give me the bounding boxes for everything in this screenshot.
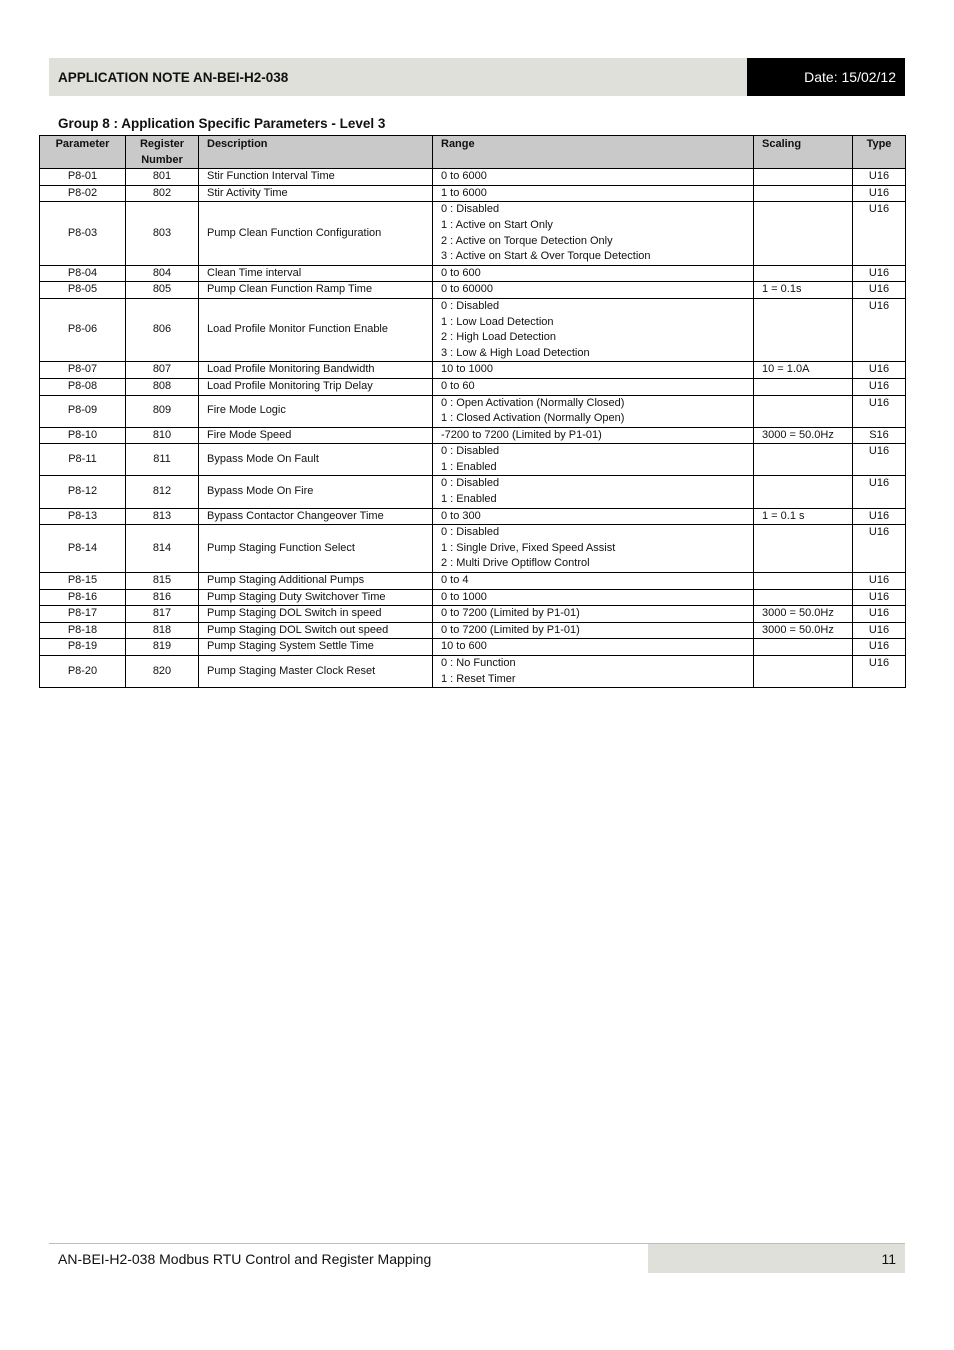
cell-parameter: P8-04 [40,265,126,282]
cell-range [433,476,754,508]
range-line: 2 : High Load Detection [441,331,556,344]
cell-parameter: P8-09 [40,395,126,427]
cell-scaling [754,395,853,427]
cell-register: 814 [126,525,199,573]
cell-description: Pump Staging Master Clock Reset [199,656,433,688]
cell-type: U16 [853,395,906,427]
cell-scaling [754,378,853,395]
cell-parameter: P8-16 [40,589,126,606]
cell-scaling: 10 = 1.0A [754,362,853,379]
cell-register: 808 [126,378,199,395]
cell-type: U16 [853,589,906,606]
table-row [40,362,906,379]
cell-parameter: P8-20 [40,656,126,688]
table-row [40,589,906,606]
range-line: 2 : Multi Drive Optiflow Control [441,557,590,570]
range-line: 0 to 60000 [441,283,493,296]
cell-type: U16 [853,444,906,476]
table-row [40,282,906,299]
cell-parameter: P8-19 [40,639,126,656]
range-line: 3 : Active on Start & Over Torque Detection [441,250,651,263]
range-line: 2 : Active on Torque Detection Only [441,234,613,247]
cell-type: U16 [853,282,906,299]
range-line: 1 : Reset Timer [441,672,516,685]
cell-scaling [754,525,853,573]
range-line: 0 to 300 [441,509,481,522]
cell-scaling [754,589,853,606]
range-line: 0 : No Function [441,657,516,669]
cell-scaling [754,202,853,265]
page-number: 11 [648,1244,905,1273]
cell-type: U16 [853,573,906,590]
table-row [40,606,906,623]
cell-parameter: P8-06 [40,298,126,361]
parameters-table [39,135,906,688]
cell-scaling: 3000 = 50.0Hz [754,622,853,639]
table-row [40,298,906,361]
cell-description: Fire Mode Speed [199,427,433,444]
cell-scaling [754,185,853,202]
cell-type: U16 [853,185,906,202]
cell-type: U16 [853,525,906,573]
column-header-type: Type [853,136,906,169]
document-title: APPLICATION NOTE AN-BEI-H2-038 [49,58,747,96]
cell-description: Load Profile Monitoring Trip Delay [199,378,433,395]
cell-range [433,589,754,606]
cell-register: 811 [126,444,199,476]
cell-range [433,508,754,525]
table-row [40,185,906,202]
cell-description: Pump Staging DOL Switch out speed [199,622,433,639]
cell-description: Bypass Contactor Changeover Time [199,508,433,525]
page-header [49,58,905,96]
cell-type: U16 [853,298,906,361]
column-header-description: Description [199,136,433,169]
cell-scaling [754,656,853,688]
table-row [40,573,906,590]
cell-description: Pump Staging DOL Switch in speed [199,606,433,623]
cell-range [433,378,754,395]
cell-scaling: 3000 = 50.0Hz [754,606,853,623]
range-line: 1 : Enabled [441,493,497,506]
document-date: Date: 15/02/12 [747,58,905,96]
cell-register: 803 [126,202,199,265]
cell-range [433,656,754,688]
table-row [40,378,906,395]
cell-scaling: 1 = 0.1s [754,282,853,299]
cell-scaling [754,476,853,508]
cell-register: 819 [126,639,199,656]
cell-scaling [754,265,853,282]
cell-description: Pump Staging Duty Switchover Time [199,589,433,606]
cell-scaling [754,444,853,476]
range-line: 1 : Single Drive, Fixed Speed Assist [441,541,616,554]
table-row [40,444,906,476]
table-header-row [40,136,906,169]
cell-type: U16 [853,656,906,688]
range-line: -7200 to 7200 (Limited by P1-01) [441,428,602,441]
cell-type: U16 [853,265,906,282]
table-row [40,169,906,186]
range-line: 0 to 60 [441,379,475,392]
cell-description: Pump Staging System Settle Time [199,639,433,656]
cell-description: Pump Staging Function Select [199,525,433,573]
range-line: 0 : Disabled [441,477,500,490]
cell-register: 809 [126,395,199,427]
cell-type: U16 [853,639,906,656]
table-row [40,639,906,656]
cell-parameter: P8-07 [40,362,126,379]
range-line: 1 : Enabled [441,460,497,473]
cell-description: Stir Activity Time [199,185,433,202]
cell-type: U16 [853,476,906,508]
cell-range [433,202,754,265]
cell-register: 806 [126,298,199,361]
cell-scaling [754,573,853,590]
page-footer [49,1243,905,1273]
cell-parameter: P8-01 [40,169,126,186]
cell-parameter: P8-03 [40,202,126,265]
range-line: 0 : Disabled [441,526,500,539]
column-header-parameter: Parameter [40,136,126,169]
table-row [40,427,906,444]
column-header-scaling: Scaling [754,136,853,169]
cell-parameter: P8-12 [40,476,126,508]
cell-register: 804 [126,265,199,282]
cell-parameter: P8-11 [40,444,126,476]
range-line: 1 to 6000 [441,186,487,199]
cell-type: U16 [853,202,906,265]
cell-type: S16 [853,427,906,444]
cell-register: 818 [126,622,199,639]
cell-range [433,444,754,476]
range-line: 0 : Open Activation (Normally Closed) [441,396,625,409]
cell-range [433,265,754,282]
range-line: 10 to 1000 [441,363,493,376]
cell-register: 815 [126,573,199,590]
range-line: 1 : Active on Start Only [441,218,553,231]
cell-register: 805 [126,282,199,299]
cell-type: U16 [853,622,906,639]
cell-register: 801 [126,169,199,186]
table-row [40,265,906,282]
range-line: 0 to 600 [441,266,481,279]
cell-range [433,185,754,202]
cell-parameter: P8-14 [40,525,126,573]
cell-register: 816 [126,589,199,606]
range-line: 0 to 6000 [441,170,487,183]
cell-parameter: P8-18 [40,622,126,639]
cell-scaling [754,639,853,656]
cell-parameter: P8-15 [40,573,126,590]
cell-scaling: 1 = 0.1 s [754,508,853,525]
cell-description: Bypass Mode On Fire [199,476,433,508]
cell-register: 813 [126,508,199,525]
cell-description: Fire Mode Logic [199,395,433,427]
cell-parameter: P8-08 [40,378,126,395]
cell-range [433,622,754,639]
cell-type: U16 [853,378,906,395]
cell-type: U16 [853,169,906,186]
cell-range [433,427,754,444]
cell-range [433,298,754,361]
cell-register: 820 [126,656,199,688]
cell-register: 817 [126,606,199,623]
cell-description: Bypass Mode On Fault [199,444,433,476]
cell-scaling: 3000 = 50.0Hz [754,427,853,444]
cell-range [433,169,754,186]
table-row [40,525,906,573]
section-title: Group 8 : Application Specific Parameters - Level 3 [58,116,386,131]
cell-range [433,573,754,590]
footer-title: AN-BEI-H2-038 Modbus RTU Control and Register Mapping [58,1250,432,1267]
cell-parameter: P8-02 [40,185,126,202]
range-line: 0 : Disabled [441,203,500,216]
cell-register: 807 [126,362,199,379]
table-body [40,169,906,688]
range-line: 1 : Low Load Detection [441,315,554,328]
cell-parameter: P8-10 [40,427,126,444]
cell-description: Pump Clean Function Ramp Time [199,282,433,299]
cell-scaling [754,298,853,361]
cell-register: 810 [126,427,199,444]
range-line: 3 : Low & High Load Detection [441,346,590,359]
cell-scaling [754,169,853,186]
table-row [40,395,906,427]
cell-type: U16 [853,606,906,623]
cell-description: Clean Time interval [199,265,433,282]
cell-register: 802 [126,185,199,202]
cell-description: Load Profile Monitor Function Enable [199,298,433,361]
range-line: 0 : Disabled [441,445,500,458]
cell-range [433,525,754,573]
cell-range [433,362,754,379]
cell-parameter: P8-17 [40,606,126,623]
cell-description: Pump Clean Function Configuration [199,202,433,265]
column-header-range: Range [433,136,754,169]
cell-description: Stir Function Interval Time [199,169,433,186]
table-row [40,622,906,639]
cell-type: U16 [853,508,906,525]
cell-description: Pump Staging Additional Pumps [199,573,433,590]
range-line: 0 to 7200 (Limited by P1-01) [441,623,580,636]
range-line: 10 to 600 [441,640,487,653]
cell-range [433,606,754,623]
cell-description: Load Profile Monitoring Bandwidth [199,362,433,379]
range-line: 0 to 7200 (Limited by P1-01) [441,607,580,620]
cell-parameter: P8-05 [40,282,126,299]
range-line: 0 : Disabled [441,299,500,312]
table-row [40,656,906,688]
cell-parameter: P8-13 [40,508,126,525]
table-row [40,476,906,508]
cell-range [433,395,754,427]
range-line: 0 to 4 [441,574,469,587]
cell-register: 812 [126,476,199,508]
table-row [40,202,906,265]
range-line: 0 to 1000 [441,590,487,603]
cell-range [433,282,754,299]
cell-type: U16 [853,362,906,379]
range-line: 1 : Closed Activation (Normally Open) [441,412,625,425]
table-row [40,508,906,525]
cell-range [433,639,754,656]
column-header-register: Register Number [126,136,199,169]
